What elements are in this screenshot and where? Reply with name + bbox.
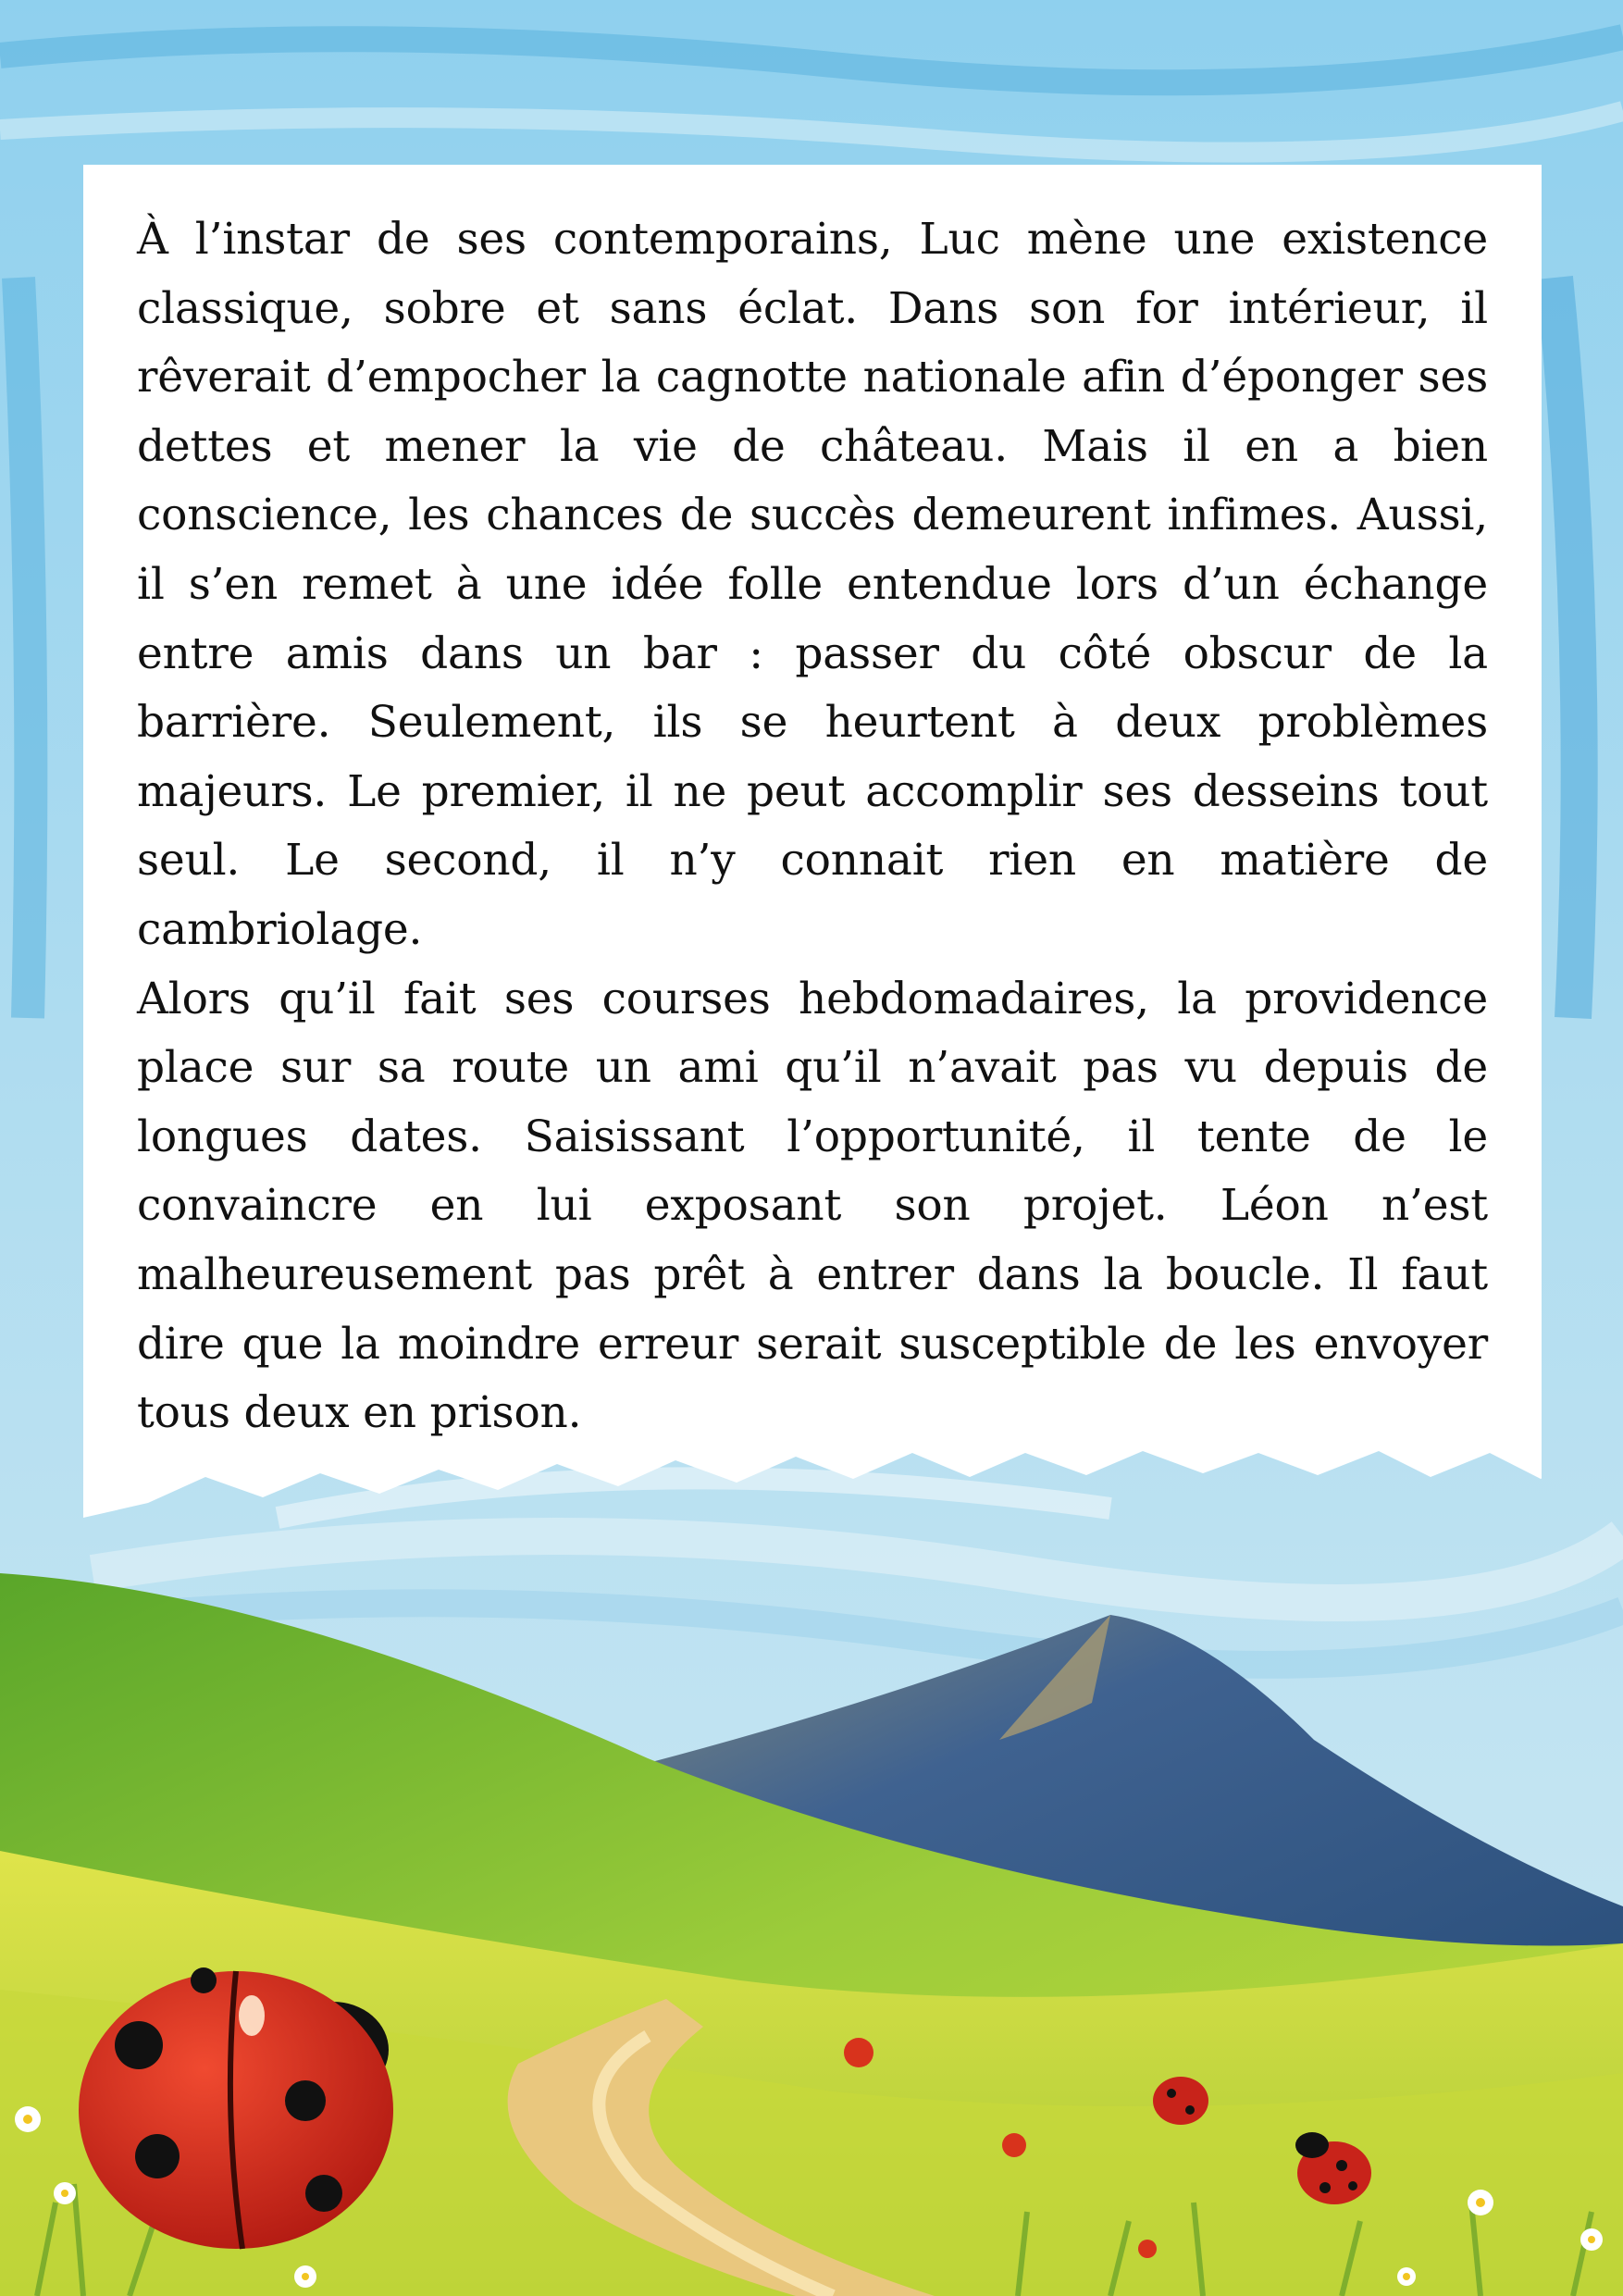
story-text: [137, 205, 1488, 1448]
paragraph-1: À l’instar de ses contemporains, Luc mène une existence classique, sobre et sans éclat. Dans son for intérieur, il rêverait d’empocher la cagnotte nationale afin d’éponger ses dettes et mener la vie de château. Mais il en a bien conscience, les chances de succès demeurent infimes. Aussi, il s’en remet à une idée folle entendue lors d’un échange entre amis dans un bar : passer du côté obscur de la barrière. Seulement, ils se heurtent à deux problèmes majeurs. Le premier, il ne peut accomplir ses desseins tout seul. Le second, il n’y connait rien en matière de cambriolage.: [137, 214, 1488, 955]
ladybug-small-1: [1153, 2077, 1208, 2125]
paragraph-2: Alors qu’il fait ses courses hebdomadaires, la providence place sur sa route un ami qu’il n’avait pas vu depuis de longues dates. Saisissant l’opportunité, il tente de le convaincre en lui exposant son projet. Léon n’est malheureusement pas prêt à entrer dans la boucle. Il faut dire que la moindre erreur serait susceptible de les envoyer tous deux en prison.: [137, 973, 1488, 1439]
